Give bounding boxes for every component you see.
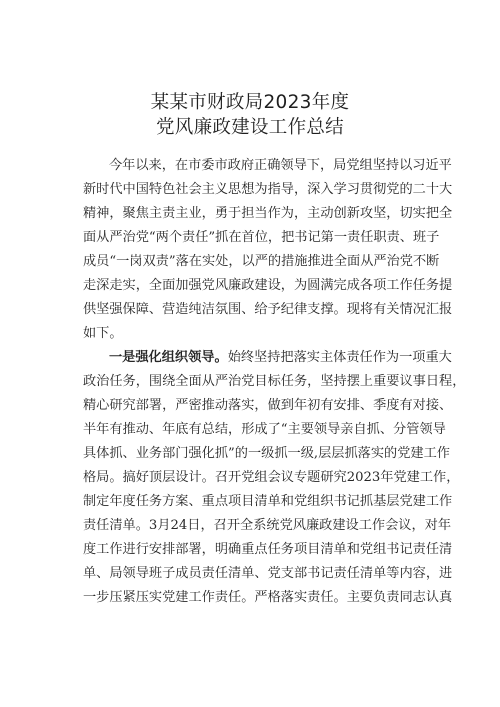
- para2-line: 责任清单。3月24日，召开全系统党风廉政建设工作会议，对年: [83, 518, 452, 533]
- para1-line: 面从严治党“两个责任”抓在首位，把书记第一责任职责、班子: [83, 230, 440, 245]
- para2-line: 制定年度任务方案、重点项目清单和党组织书记抓基层党建工作: [83, 494, 453, 509]
- para2-first-line: [109, 349, 452, 366]
- para1-line: 如下。: [83, 326, 123, 341]
- title-line-1: 某某市财政局2023年度: [150, 92, 350, 113]
- para2-heading: 一是强化组织领导。: [109, 350, 228, 365]
- para1-line: 精神，聚焦主责主业，勇于担当作为，主动创新攻坚，切实把全: [83, 206, 453, 221]
- para1-line: 供坚强保障、营造纯洁氛围、给予纪律支撑。现将有关情况汇报: [83, 302, 453, 317]
- para2-line: 度工作进行安排部署，明确重点任务项目清单和党组书记责任清: [83, 542, 453, 557]
- title-line-2: 党风廉政建设工作总结: [155, 117, 344, 138]
- para2-line: 具体抓、业务部门强化抓”的一级抓一级,层层抓落实的党建工作: [83, 446, 450, 461]
- para2-line: 一步压紧压实党建工作责任。严格落实责任。主要负责同志认真: [83, 590, 453, 605]
- para2-first-rest: 始终坚持把落实主体责任作为一项重大: [227, 350, 452, 365]
- para2-line: 半年有推动、年底有总结，形成了“主要领导亲自抓、分管领导: [83, 422, 446, 437]
- para2-line: 单、局领导班子成员责任清单、党支部书记责任清单等内容，进: [83, 566, 453, 581]
- para2-line: 政治任务，围绕全面从严治党目标任务，坚持摆上重要议事日程，: [83, 374, 466, 389]
- para1-line: 成员“一岗双责”落在实处，以严的措施推进全面从严治党不断: [83, 254, 440, 269]
- para1-line: 新时代中国特色社会主义思想为指导，深入学习贯彻党的二十大: [83, 182, 453, 197]
- para2-line: 精心研究部署，严密推动落实，做到年初有安排、季度有对接、: [83, 398, 453, 413]
- para2-line: 格局。搞好顶层设计。召开党组会议专题研究2023年党建工作，: [83, 470, 460, 485]
- para1-line: 走深走实，全面加强党风廉政建设，为圆满完成各项工作任务提: [83, 278, 453, 293]
- para1-line: 今年以来，在市委市政府正确领导下，局党组坚持以习近平: [109, 158, 452, 173]
